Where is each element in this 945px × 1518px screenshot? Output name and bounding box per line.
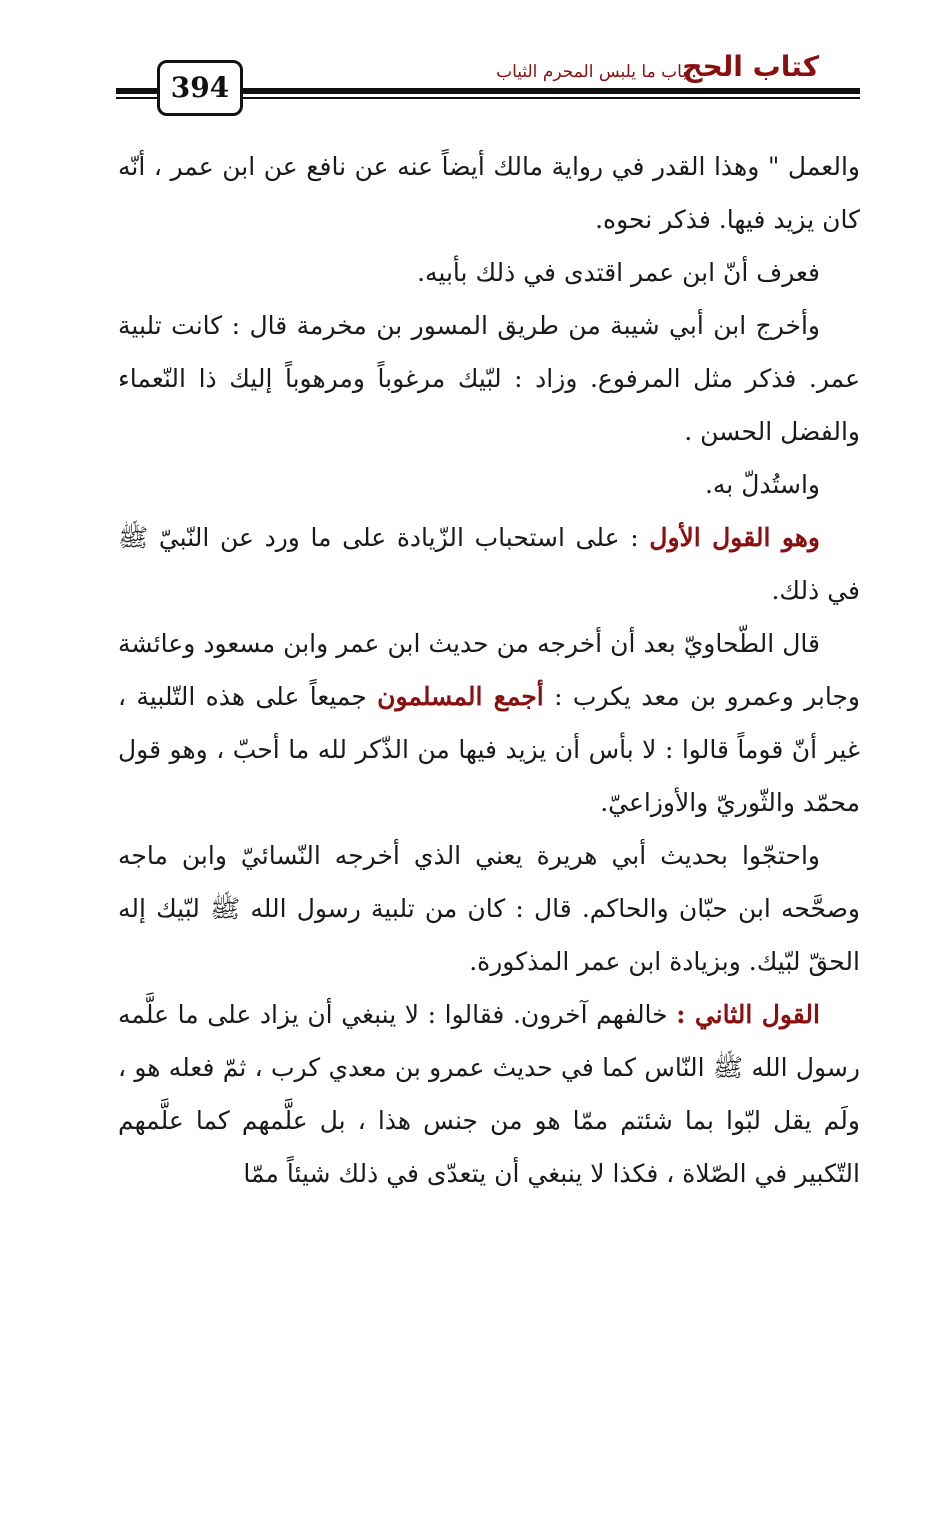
paragraph-text: واحتجّوا بحديث أبي هريرة يعني الذي أخرجه النّسائيّ وابن ماجه وصحَّحه ابن حبّان والحاكم. قال : كان من تلبية رسول الله ﷺ لبّيك إله الحقّ لبّيك. وبزيادة ابن عمر المذكورة. (118, 841, 860, 976)
paragraph (118, 140, 860, 246)
book-title: كتاب الحج (682, 50, 819, 83)
paragraph-text: فعرف أنّ ابن عمر اقتدى في ذلك بأبيه. (417, 258, 820, 287)
paragraph (118, 829, 860, 988)
paragraph-text: جميعاً على هذه التّلبية ، غير أنّ قوماً قالوا : لا بأس أن يزيد فيها من الذّكر لله ما أحبّ ، وهو قول محمّد والثّوريّ والأوزاعيّ. (118, 682, 860, 817)
highlighted-heading: القول الثاني : (676, 1000, 820, 1029)
highlighted-heading: وهو القول الأول (649, 523, 821, 552)
paragraph-text: : على استحباب الزّيادة على ما ورد عن النّبيّ ﷺ في ذلك. (118, 523, 860, 605)
paragraph (118, 246, 860, 299)
page-header (0, 0, 945, 140)
paragraph-text: والعمل " وهذا القدر في رواية مالك أيضاً عنه عن نافع عن ابن عمر ، أنّه كان يزيد فيها. فذكر نحوه. (118, 152, 860, 234)
paragraph (118, 458, 860, 511)
paragraph-text: قال الطّحاويّ بعد أن أخرجه من حديث ابن عمر وابن مسعود وعائشة وجابر وعمرو بن معد يكرب : (118, 629, 860, 711)
page-body (118, 140, 860, 1200)
paragraph-text: خالفهم آخرون. فقالوا : لا ينبغي أن يزاد على ما علَّمه رسول الله ﷺ النّاس كما في حديث عمرو بن معدي كرب ، ثمّ فعله هو ، ولَم يقل لبّوا بما شئتم ممّا هو من جنس هذا ، بل علَّمهم كما علَّمهم التّكبير في الصّلاة ، فكذا لا ينبغي أن يتعدّى في ذلك شيئاً ممّا (118, 1000, 860, 1188)
paragraph-text: واستُدلّ به. (704, 470, 820, 499)
page-number: 394 (157, 60, 243, 116)
paragraph (118, 617, 860, 829)
paragraph (118, 988, 860, 1200)
paragraph (118, 511, 860, 617)
chapter-title: باب ما يلبس المحرم الثياب (496, 62, 687, 82)
paragraph (118, 299, 860, 458)
paragraph-text: وأخرج ابن أبي شيبة من طريق المسور بن مخرمة قال : كانت تلبية عمر. فذكر مثل المرفوع. وزاد : لبّيك مرغوباً ومرهوباً إليك ذا النّعماء والفضل الحسن . (118, 311, 860, 446)
highlighted-phrase: أجمع المسلمون (377, 682, 544, 711)
